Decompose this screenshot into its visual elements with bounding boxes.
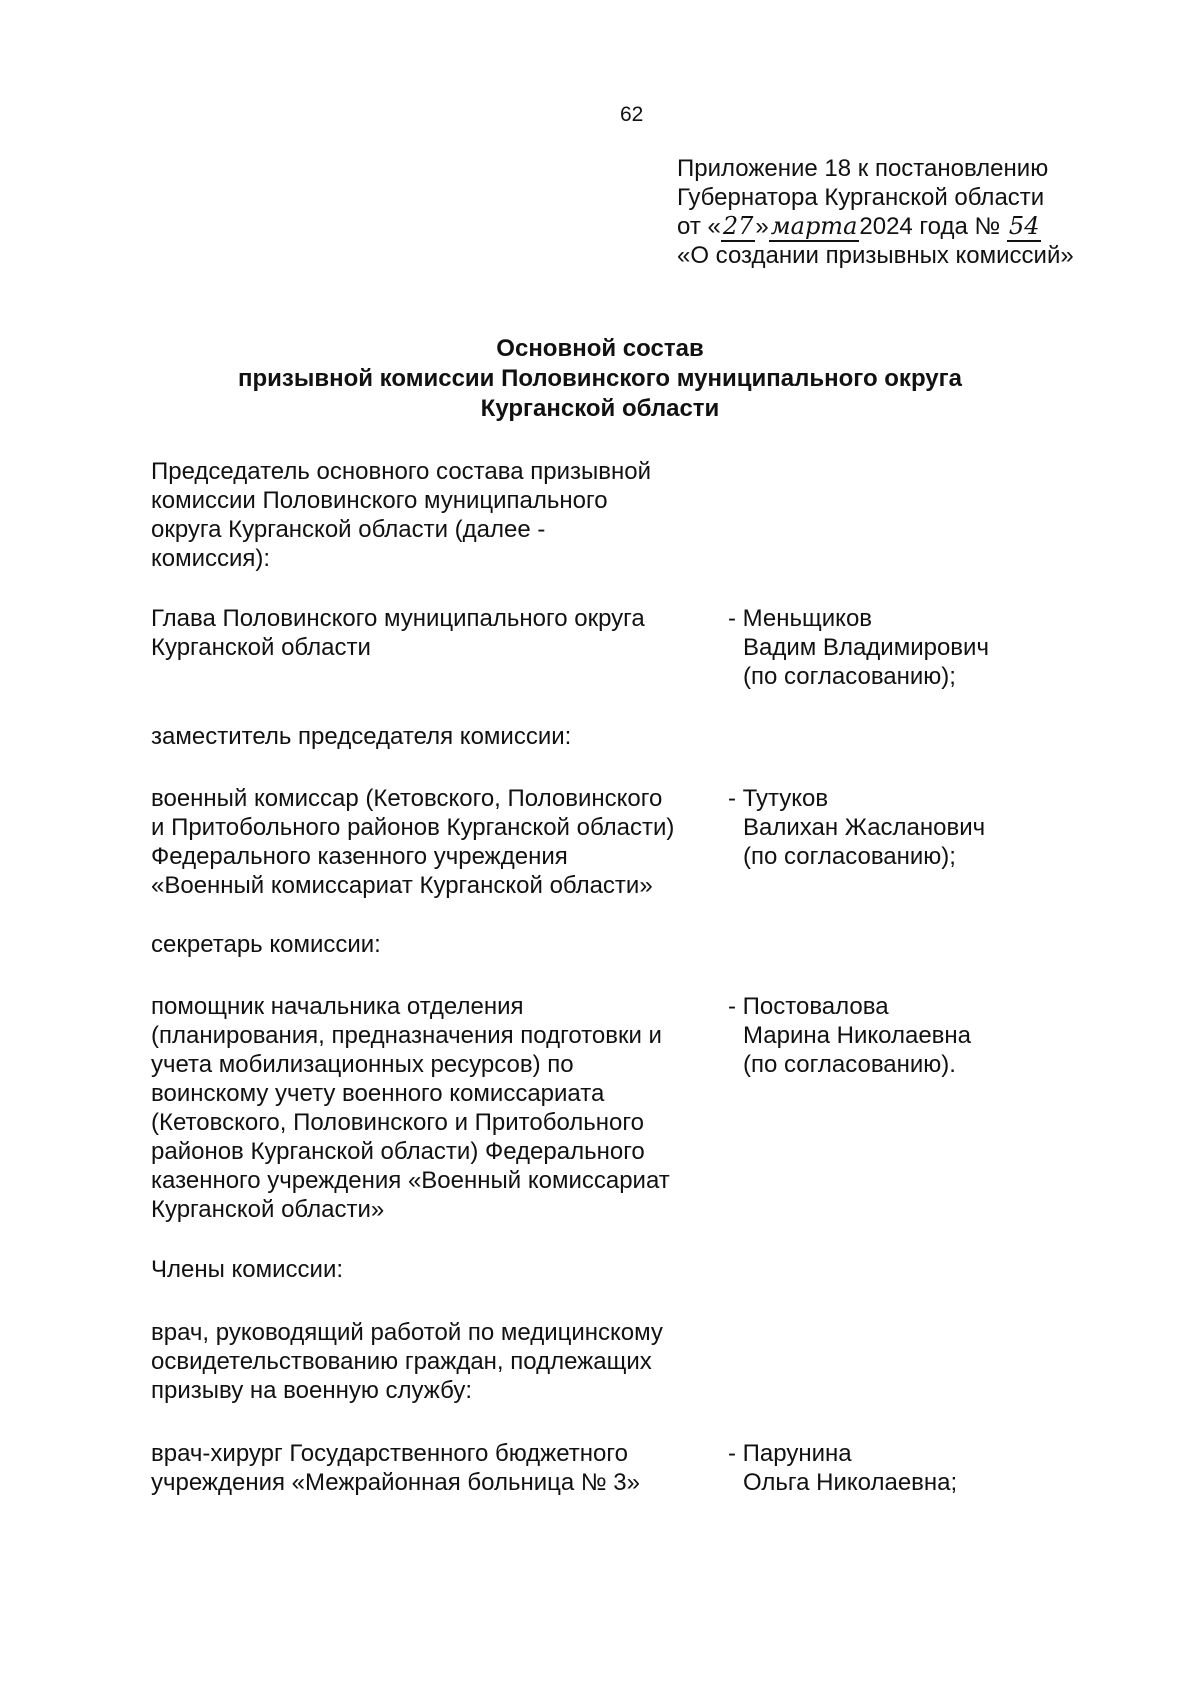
chairman-header-line-3: округа Курганской области (далее - <box>151 516 546 543</box>
secretary-position-line-3: учета мобилизационных ресурсов) по <box>151 1051 574 1078</box>
appendix-header <box>677 154 1127 270</box>
doctor-position <box>151 1439 721 1497</box>
secretary-position-line-7: казенного учреждения «Военный комиссариат <box>151 1167 670 1194</box>
chairman-header-line-4: комиссия): <box>151 545 271 572</box>
deputy-position-line-1: военный комиссар (Кетовского, Половинского <box>151 785 663 812</box>
doctor-position-line-2: учреждения «Межрайонная больница № 3» <box>151 1469 640 1496</box>
chairman-position-line-2: Курганской области <box>151 634 371 661</box>
secretary-name-line-1: - Постовалова <box>728 993 889 1020</box>
deputy-header: заместитель председателя комиссии: <box>151 723 572 750</box>
chairman-name-line-3: (по согласованию); <box>743 663 956 690</box>
chairman-header <box>151 457 721 573</box>
chairman-name-line-1: - Меньщиков <box>728 605 873 632</box>
chairman-position-line-1: Глава Половинского муниципального округа <box>151 605 645 632</box>
document-title <box>150 334 1050 424</box>
deputy-position <box>151 784 721 900</box>
secretary-position-line-1: помощник начальника отделения <box>151 993 524 1020</box>
handwritten-day: 27 <box>722 212 754 240</box>
doctor-name <box>728 1439 1058 1497</box>
doctor-header-line-3: призыву на военную службу: <box>151 1377 472 1404</box>
appendix-line-2: Губернатора Курганской области <box>677 184 1045 211</box>
members-header: Члены комиссии: <box>151 1256 344 1283</box>
appendix-line-3 <box>677 212 1127 241</box>
doctor-header-line-1: врач, руководящий работой по медицинскому <box>151 1319 663 1346</box>
secretary-position-line-5: (Кетовского, Половинского и Притобольного <box>151 1109 644 1136</box>
appendix-line-4: «О создании призывных комиссий» <box>677 242 1074 269</box>
deputy-position-line-3: Федерального казенного учреждения <box>151 843 568 870</box>
chairman-header-line-2: комиссии Половинского муниципального <box>151 487 608 514</box>
deputy-position-line-4: «Военный комиссариат Курганской области» <box>151 872 653 899</box>
deputy-position-line-2: и Притобольного районов Курганской области) <box>151 814 675 841</box>
secretary-name-line-2: Марина Николаевна <box>743 1022 972 1049</box>
handwritten-month: марта <box>770 212 858 240</box>
chairman-header-line-1: Председатель основного состава призывной <box>151 458 652 485</box>
page-number: 62 <box>620 103 644 126</box>
date-quote-close: » <box>755 213 769 240</box>
secretary-header: секретарь комиссии: <box>151 931 381 958</box>
secretary-position <box>151 992 721 1224</box>
date-prefix: от « <box>677 213 721 240</box>
title-line-1: Основной состав <box>496 335 704 362</box>
chairman-position <box>151 604 721 662</box>
doctor-name-line-1: - Парунина <box>728 1440 852 1467</box>
deputy-name <box>728 784 1058 871</box>
secretary-position-line-2: (планирования, предназначения подготовки и <box>151 1022 662 1049</box>
handwritten-number: 54 <box>1008 212 1040 240</box>
deputy-name-line-2: Валихан Жасланович <box>743 814 986 841</box>
secretary-position-line-4: воинскому учету военного комиссариата <box>151 1080 605 1107</box>
title-line-3: Курганской области <box>480 395 720 422</box>
secretary-position-line-6: районов Курганской области) Федерального <box>151 1138 645 1165</box>
secretary-position-line-8: Курганской области» <box>151 1196 385 1223</box>
doctor-header-line-2: освидетельствованию граждан, подлежащих <box>151 1348 652 1375</box>
appendix-line-1: Приложение 18 к постановлению <box>677 155 1049 182</box>
secretary-name-line-3: (по согласованию). <box>743 1051 956 1078</box>
deputy-name-line-1: - Тутуков <box>728 785 829 812</box>
title-line-2: призывной комиссии Половинского муниципального округа <box>238 365 962 392</box>
doctor-header <box>151 1318 721 1405</box>
doctor-position-line-1: врач-хирург Государственного бюджетного <box>151 1440 628 1467</box>
chairman-name <box>728 604 1058 691</box>
deputy-name-line-3: (по согласованию); <box>743 843 956 870</box>
date-year: 2024 года № <box>859 213 1001 240</box>
secretary-name <box>728 992 1058 1079</box>
chairman-name-line-2: Вадим Владимирович <box>743 634 989 661</box>
doctor-name-line-2: Ольга Николаевна; <box>743 1469 958 1496</box>
